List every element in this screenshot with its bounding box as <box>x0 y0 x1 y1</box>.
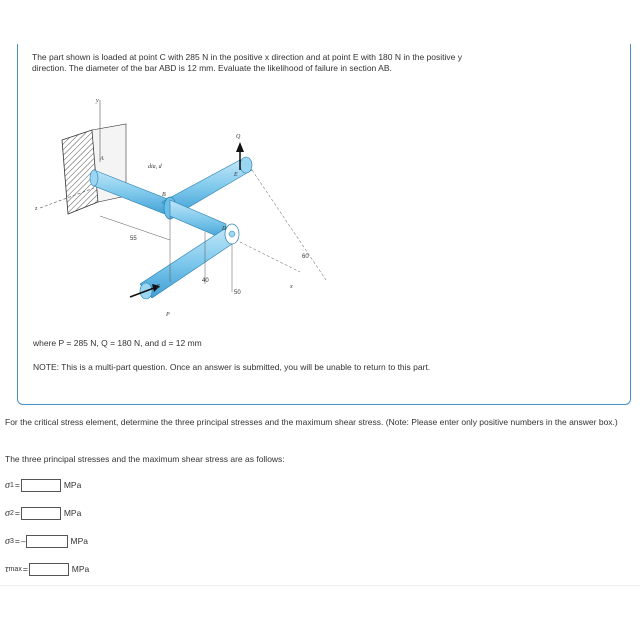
part-instruction: For the critical stress element, determine the three principal stresses and the maximum shear stress. (Note: Please enter only positive numbers in the answer box.) <box>5 417 618 427</box>
answer-row-sigma2: σ 2 = MPa <box>5 507 82 519</box>
sigma1-input[interactable] <box>21 479 61 492</box>
answer-row-taumax: τ max = MPa <box>5 563 90 575</box>
sigma2-symbol: σ <box>5 507 10 519</box>
dim-60-label: 60 <box>302 254 309 260</box>
bracket-diagram <box>30 92 350 332</box>
sigma2-subscript: 2 <box>9 509 14 517</box>
point-d-label: D <box>222 226 227 232</box>
sigma1-unit: MPa <box>63 480 82 490</box>
sigma3-input[interactable] <box>26 535 68 548</box>
sigma3-subscript: 3 <box>9 537 14 545</box>
dim-50-label: 50 <box>234 290 241 296</box>
point-a-label: A <box>100 156 104 162</box>
dim-55-label: 55 <box>130 236 137 242</box>
force-p-label: P <box>166 312 170 318</box>
force-q-label: Q <box>236 134 241 140</box>
taumax-unit: MPa <box>71 564 90 574</box>
multi-part-note: NOTE: This is a multi-part question. Once an answer is submitted, you will be unable to return to this part. <box>33 362 431 372</box>
taumax-subscript: max <box>8 565 22 573</box>
sigma1-subscript: 1 <box>9 481 14 489</box>
sigma3-sign: – <box>20 536 26 546</box>
sigma2-unit: MPa <box>63 508 82 518</box>
taumax-input[interactable] <box>29 563 69 576</box>
problem-figure <box>30 92 350 332</box>
diameter-label: dia, d <box>148 164 162 170</box>
sigma3-symbol: σ <box>5 535 10 547</box>
answer-row-sigma3: σ 3 = – MPa <box>5 535 89 547</box>
problem-statement <box>32 52 612 74</box>
z-axis-label: z <box>35 206 38 212</box>
dim-40-label: 40 <box>202 278 209 284</box>
point-e-label: E <box>234 172 238 178</box>
x-axis-line <box>240 242 300 272</box>
given-values: where P = 285 N, Q = 180 N, and d = 12 mm <box>33 338 202 348</box>
bottom-divider <box>0 585 640 586</box>
x-axis-label: x <box>290 284 293 290</box>
problem-line-1: The part shown is loaded at point C with 285 N in the positive x direction and at point E with 180 N in the positive y <box>32 52 462 62</box>
dim-line-60 <box>252 170 326 280</box>
taumax-symbol: τ <box>5 563 9 575</box>
point-c-label: C <box>156 284 161 290</box>
answers-intro: The three principal stresses and the maximum shear stress are as follows: <box>5 454 285 464</box>
problem-line-2: direction. The diameter of the bar ABD is 12 mm. Evaluate the likelihood of failure in section AB. <box>32 63 392 73</box>
sigma2-input[interactable] <box>21 507 61 520</box>
point-b-label: B <box>162 192 166 198</box>
answer-row-sigma1: σ 1 = MPa <box>5 479 82 491</box>
y-axis-label: y <box>96 98 99 104</box>
wall-support <box>62 124 126 214</box>
sigma1-symbol: σ <box>5 479 10 491</box>
sigma3-unit: MPa <box>70 536 89 546</box>
